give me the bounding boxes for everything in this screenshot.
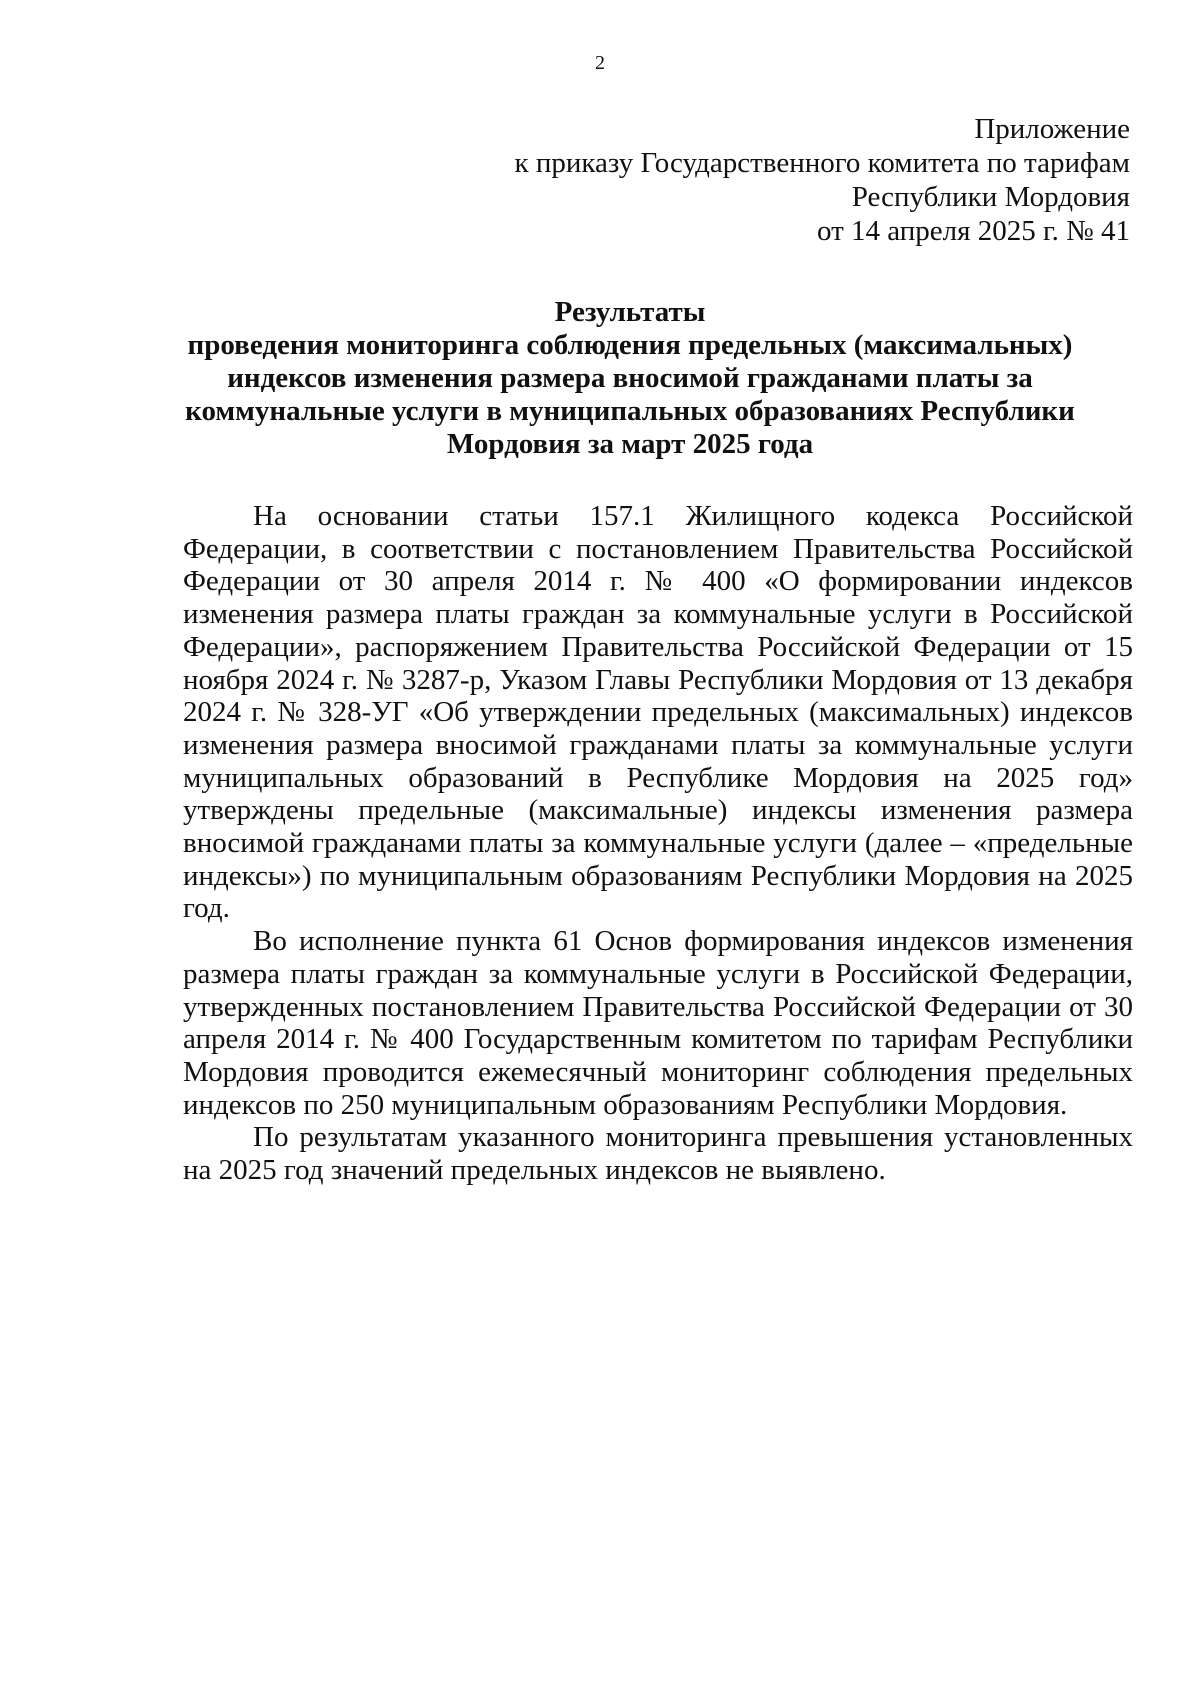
appendix-header bbox=[430, 112, 1130, 248]
title-line-4: коммунальные услуги в муниципальных образованиях Республики bbox=[185, 395, 1075, 427]
page-number: 2 bbox=[595, 52, 605, 74]
document-body bbox=[183, 500, 1133, 1187]
title-line-1: Результаты bbox=[554, 296, 706, 328]
paragraph-legal-basis: На основании статьи 157.1 Жилищного кодекса Российской Федерации, в соответствии с постановлением Правительства Российской Федерации от 30 апреля 2014 г. № 400 «О формировании индексов изменения размера платы граждан за коммунальные услуги в Российской Федерации», распоряжением Правительства Российской Федерации от 15 ноября 2024 г. № 3287-р, Указом Главы Республики Мордовия от 13 декабря 2024 г. № 328-УГ «Об утверждении предельных (максимальных) индексов изменения размера вносимой гражданами платы за коммунальные услуги муниципальных образований в Республике Мордовия на 2025 год» утверждены предельные (максимальные) индексы изменения размера вносимой гражданами платы за коммунальные услуги (далее – «предельные индексы») по муниципальным образованиям Республики Мордовия на 2025 год. bbox=[183, 500, 1133, 925]
paragraph-monitoring: Во исполнение пункта 61 Основ формирования индексов изменения размера платы граждан за коммунальные услуги в Российской Федерации, утвержденных постановлением Правительства Российской Федерации от 30 апреля 2014 г. № 400 Государственным комитетом по тарифам Республики Мордовия проводится ежемесячный мониторинг соблюдения предельных индексов по 250 муниципальным образованиям Республики Мордовия. bbox=[183, 925, 1133, 1121]
document-title bbox=[150, 296, 1110, 461]
appendix-region: Республики Мордовия bbox=[851, 181, 1130, 213]
title-line-5: Мордовия за март 2025 года bbox=[446, 428, 814, 460]
title-line-2: проведения мониторинга соблюдения предельных (максимальных) bbox=[187, 329, 1073, 361]
appendix-date-number: от 14 апреля 2025 г. № 41 bbox=[816, 215, 1130, 247]
appendix-label: Приложение bbox=[974, 113, 1130, 145]
title-line-3: индексов изменения размера вносимой гражданами платы за bbox=[227, 362, 1033, 394]
paragraph-result: По результатам указанного мониторинга превышения установленных на 2025 год значений предельных индексов не выявлено. bbox=[183, 1121, 1133, 1187]
appendix-order-reference: к приказу Государственного комитета по тарифам bbox=[514, 147, 1130, 179]
